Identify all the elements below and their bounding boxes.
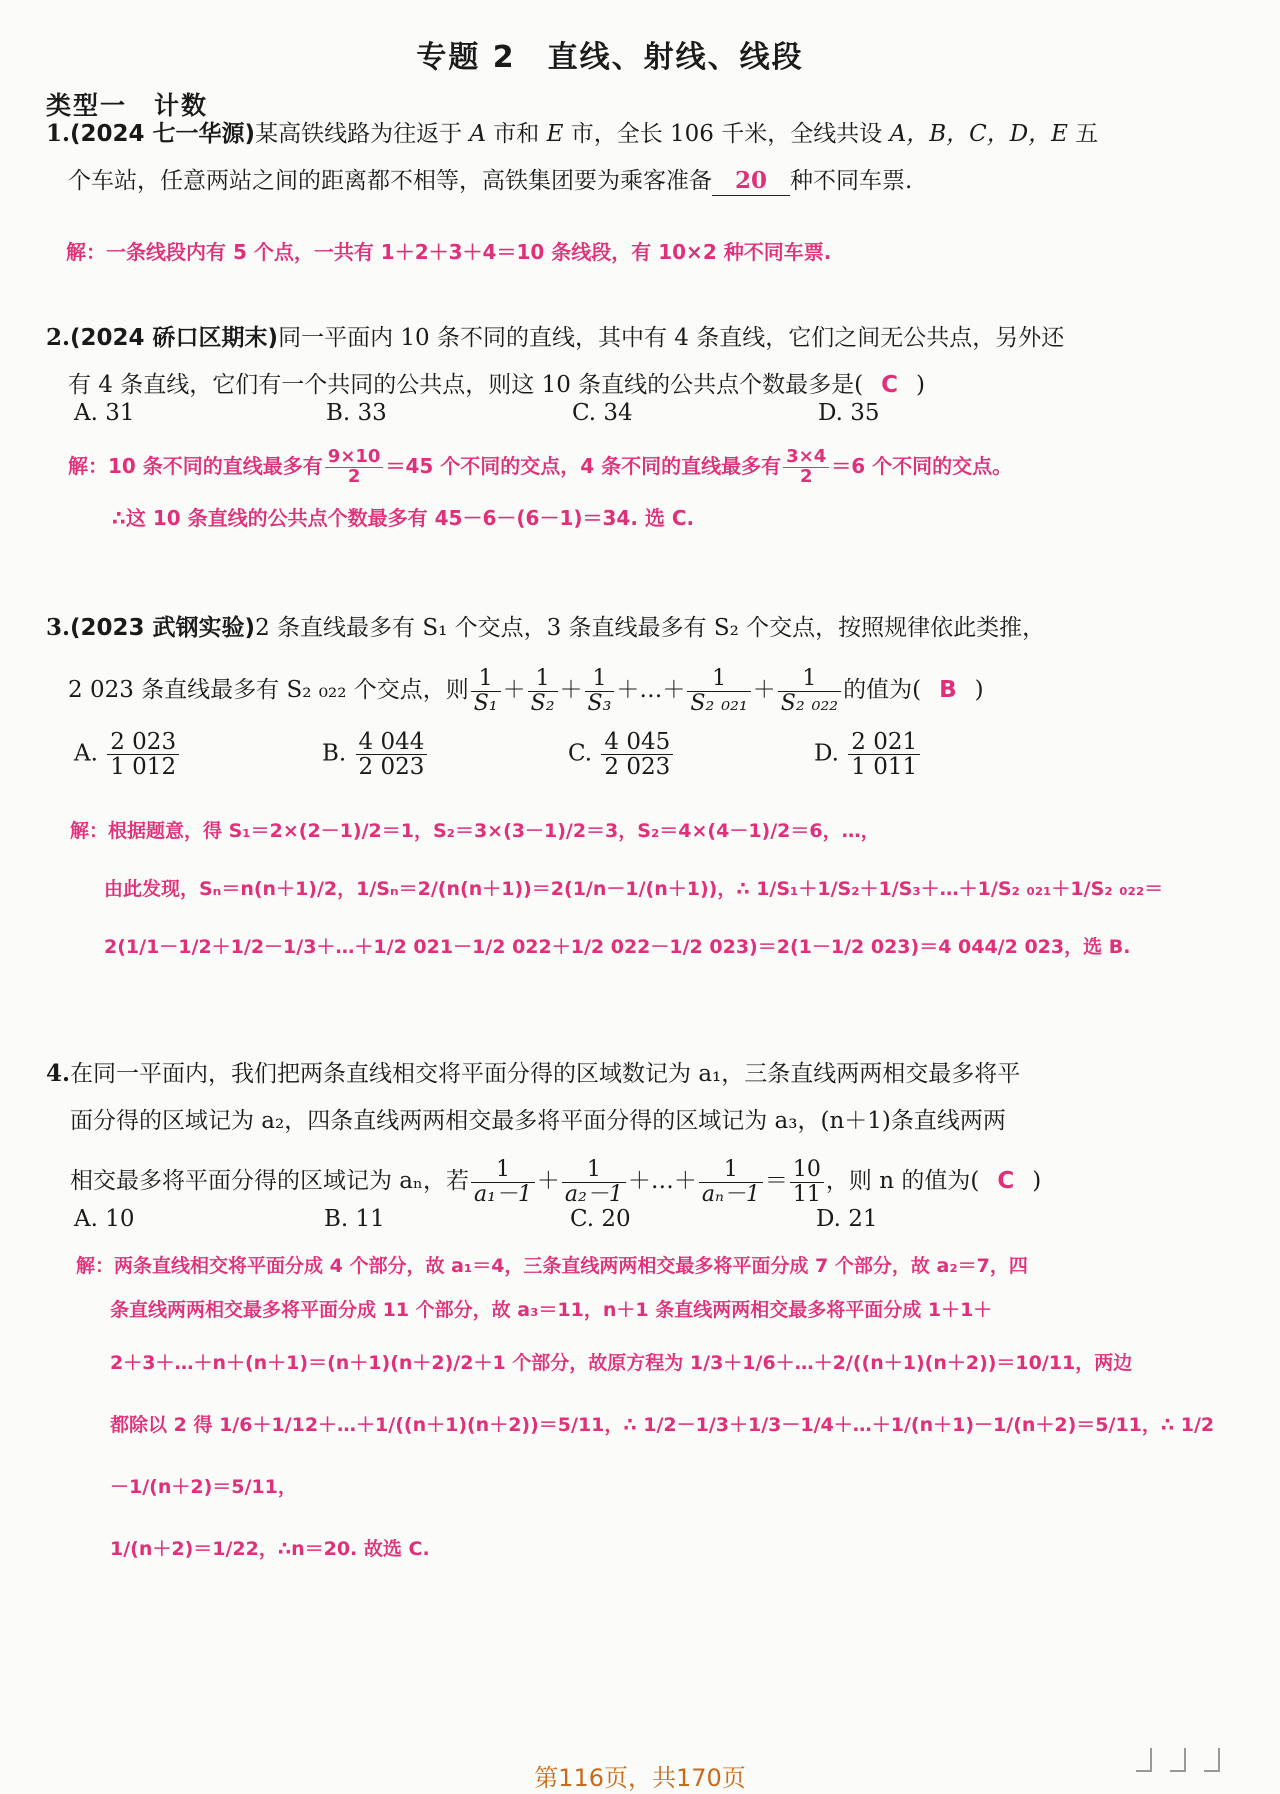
solution-3 xyxy=(70,802,1220,976)
option-label: B. xyxy=(322,740,347,767)
question-1 xyxy=(46,110,1226,205)
option-label: A. xyxy=(74,740,98,767)
question-text: ，则 n 的值为( xyxy=(825,1168,980,1194)
numerator: 2 021 xyxy=(848,730,920,755)
fraction xyxy=(528,667,558,714)
question-text: 市，全长 106 千米，全线共设 xyxy=(563,121,890,147)
solution-text: 解：两条直线相交将平面分成 4 个部分，故 a₁＝4，三条直线两两相交最多将平面分成 7 个部分，故 a₂＝7，四 xyxy=(76,1255,1028,1277)
solution-1: 解：一条线段内有 5 个点，一共有 1＋2＋3＋4＝10 条线段，有 10×2 种不同车票. xyxy=(66,240,832,264)
option-b: B. 11 xyxy=(324,1206,385,1232)
operator: ＋ xyxy=(559,677,583,703)
solution-text: ＝6 个不同的交点。 xyxy=(831,454,1013,478)
fraction xyxy=(783,448,829,487)
solution-text: 2(1/1－1/2＋1/2－1/3＋…＋1/2 021－1/2 022＋1/2 022－1/2 023)＝2(1－1/2 023)＝4 044/2 023，选 B. xyxy=(104,936,1131,958)
question-text: 五 xyxy=(1067,121,1099,147)
operator: ＋ xyxy=(752,677,776,703)
option-a: A. 31 xyxy=(74,400,135,426)
numerator: 4 044 xyxy=(356,730,428,755)
denominator: 1 011 xyxy=(851,754,918,781)
fraction xyxy=(471,1158,535,1205)
question-text: 种不同车票. xyxy=(790,168,913,194)
page-counter: 第116页，共170页 xyxy=(534,1764,746,1792)
solution-text: 解：根据题意，得 S₁＝2×(2－1)/2＝1，S₂＝3×(3－1)/2＝3，S₂＝4×(4－1)/2＝6，…， xyxy=(70,820,880,842)
denominator: 1 012 xyxy=(110,754,177,781)
question-number: 3. xyxy=(46,614,71,641)
question-text: 的值为( xyxy=(843,677,922,703)
answer-choice: C xyxy=(997,1168,1015,1194)
question-2 xyxy=(46,314,1226,409)
solution-text: 由此发现，Sₙ＝n(n＋1)/2，1/Sₙ＝2/(n(n＋1))＝2(1/n－1/(n＋1))，∴ 1/S₁＋1/S₂＋1/S₃＋…＋1/S₂ ₀₂₁＋1/S₂ ₀₂₂＝ xyxy=(104,878,1164,900)
question-text: 2 条直线最多有 S₁ 个交点，3 条直线最多有 S₂ 个交点，按照规律依此类推， xyxy=(255,615,1046,641)
page-turn-icon xyxy=(1136,1748,1220,1772)
numerator: 3×4 xyxy=(783,448,829,468)
numerator: 1 xyxy=(699,1158,763,1182)
fraction xyxy=(778,667,841,714)
answer-blank: 20 xyxy=(712,167,790,196)
question-number: 2. xyxy=(46,324,71,351)
fraction xyxy=(601,730,673,779)
question-text: 个车站，任意两站之间的距离都不相等，高铁集团要为乘客准备 xyxy=(68,168,712,194)
denominator: 2 xyxy=(347,466,361,487)
numerator: 1 xyxy=(687,667,750,691)
solution-text: 解：10 条不同的直线最多有 xyxy=(68,454,323,478)
option-d xyxy=(814,730,922,779)
denominator: S₂ ₀₂₂ xyxy=(780,690,839,716)
question-source: (2024 硚口区期末) xyxy=(70,325,279,351)
denominator: 2 xyxy=(799,466,813,487)
question-text: 2 023 条直线最多有 S₂ ₀₂₂ 个交点，则 xyxy=(68,677,469,703)
solution-4 xyxy=(76,1244,1226,1580)
fraction xyxy=(325,448,384,487)
numerator: 2 023 xyxy=(107,730,179,755)
paren: ) xyxy=(916,372,925,398)
numerator: 1 xyxy=(585,667,615,691)
operator: ＋ xyxy=(536,1168,560,1194)
option-b: B. 33 xyxy=(326,400,387,426)
denominator: S₂ ₀₂₁ xyxy=(690,690,748,716)
question-text: 相交最多将平面分得的区域记为 aₙ，若 xyxy=(70,1168,469,1194)
section-heading: 类型一 计数 xyxy=(46,91,209,120)
operator: ＋ xyxy=(502,677,526,703)
option-label: D. xyxy=(814,740,839,767)
question-source: (2024 七一华源) xyxy=(70,121,256,147)
denominator: S₃ xyxy=(587,690,612,716)
math-var: E xyxy=(546,121,564,147)
solution-text: 条直线两两相交最多将平面分成 11 个部分，故 a₃＝11，n＋1 条直线两两相交最多将平面分成 1＋1＋ xyxy=(110,1299,993,1321)
solution-text: ∴这 10 条直线的公共点个数最多有 45－6－(6－1)＝34. 选 C. xyxy=(112,506,695,530)
fraction xyxy=(107,730,179,779)
question-text: 同一平面内 10 条不同的直线，其中有 4 条直线，它们之间无公共点，另外还 xyxy=(278,325,1065,351)
solution-text: 2＋3＋…＋n＋(n＋1)＝(n＋1)(n＋2)/2＋1 个部分，故原方程为 1/3＋1/6＋…＋2/((n＋1)(n＋2))＝10/11，两边 xyxy=(110,1352,1133,1374)
denominator: 11 xyxy=(792,1181,821,1207)
fraction xyxy=(699,1158,763,1205)
operator: ＋…＋ xyxy=(627,1168,697,1194)
solution-text: ＝45 个不同的交点，4 条不同的直线最多有 xyxy=(385,454,782,478)
denominator: S₁ xyxy=(473,690,498,716)
question-source: (2023 武钢实验) xyxy=(70,615,256,641)
fraction xyxy=(790,1158,824,1205)
fraction xyxy=(687,667,750,714)
option-d: D. 21 xyxy=(816,1206,878,1232)
option-c: C. 20 xyxy=(570,1206,631,1232)
question-3 xyxy=(46,604,1226,720)
paren: ) xyxy=(974,677,984,703)
question-text: 有 4 条直线，它们有一个共同的公共点，则这 10 条直线的公共点个数最多是( xyxy=(68,372,864,398)
question-number: 1. xyxy=(46,120,71,147)
question-text: 市和 xyxy=(486,121,547,147)
fraction xyxy=(471,667,501,714)
denominator: 2 023 xyxy=(358,754,425,781)
numerator: 1 xyxy=(778,667,841,691)
option-label: C. xyxy=(568,740,593,767)
paren: ) xyxy=(1032,1168,1042,1194)
option-c: C. 34 xyxy=(572,400,633,426)
solution-text: 都除以 2 得 1/6＋1/12＋…＋1/((n＋1)(n＋2))＝5/11，∴ 1/2－1/3＋1/3－1/4＋…＋1/(n＋1)－1/(n＋2)＝5/11，∴ 1/2－1/(n＋2)＝5/11， xyxy=(110,1414,1215,1498)
question-text: 在同一平面内，我们把两条直线相交将平面分得的区域数记为 a₁，三条直线两两相交最多将平 xyxy=(70,1061,1021,1087)
question-number: 4. xyxy=(46,1060,71,1087)
math-var: A xyxy=(469,121,486,147)
fraction xyxy=(848,730,920,779)
fraction xyxy=(356,730,428,779)
answer-choice: C xyxy=(881,372,899,398)
option-c xyxy=(568,730,675,779)
option-a: A. 10 xyxy=(74,1206,135,1232)
page-title: 专题 2 直线、射线、线段 xyxy=(416,40,804,75)
fraction xyxy=(585,667,615,714)
solution-text: 1/(n＋2)＝1/22，∴n＝20. 故选 C. xyxy=(110,1538,430,1560)
denominator: a₂－1 xyxy=(564,1181,623,1207)
numerator: 10 xyxy=(790,1158,824,1182)
numerator: 1 xyxy=(528,667,558,691)
solution-2 xyxy=(68,440,1218,544)
answer-choice: B xyxy=(939,677,957,703)
question-text: 某高铁线路为往返于 xyxy=(255,121,470,147)
numerator: 1 xyxy=(471,1158,535,1182)
question-4: 4.在同一平面内，我们把两条直线相交将平面分得的区域数记为 a₁，三条直线两两相交最多将平 面分得的区域记为 a₂，四条直线两两相交最多将平面分得的区域记为 a₃，(n＋1)条直线两两 相交最多将平面分得的区域记为 aₙ，若 $\frac{1}{\text{a₁－1}}$ ＋ $\frac{1}{\text{a₂－1}}$ ＋…＋ $\frac{1}{\text{aₙ－1}}$ ＝ $\frac{10}{11}$ ，则 n 的值为( C ) xyxy=(46,1050,1226,1211)
denominator: S₂ xyxy=(530,690,555,716)
fraction xyxy=(562,1158,626,1205)
denominator: 2 023 xyxy=(604,754,671,781)
math-var: A，B，C，D，E xyxy=(889,121,1068,147)
operator: ＋…＋ xyxy=(616,677,686,703)
denominator: a₁－1 xyxy=(473,1181,532,1207)
numerator: 9×10 xyxy=(325,448,384,468)
option-b xyxy=(322,730,429,779)
option-d: D. 35 xyxy=(818,400,880,426)
denominator: aₙ－1 xyxy=(701,1181,760,1207)
question-text: 面分得的区域记为 a₂，四条直线两两相交最多将平面分得的区域记为 a₃，(n＋1)条直线两两 xyxy=(70,1108,1006,1134)
numerator: 4 045 xyxy=(601,730,673,755)
option-a xyxy=(74,730,181,779)
numerator: 1 xyxy=(562,1158,626,1182)
numerator: 1 xyxy=(471,667,501,691)
